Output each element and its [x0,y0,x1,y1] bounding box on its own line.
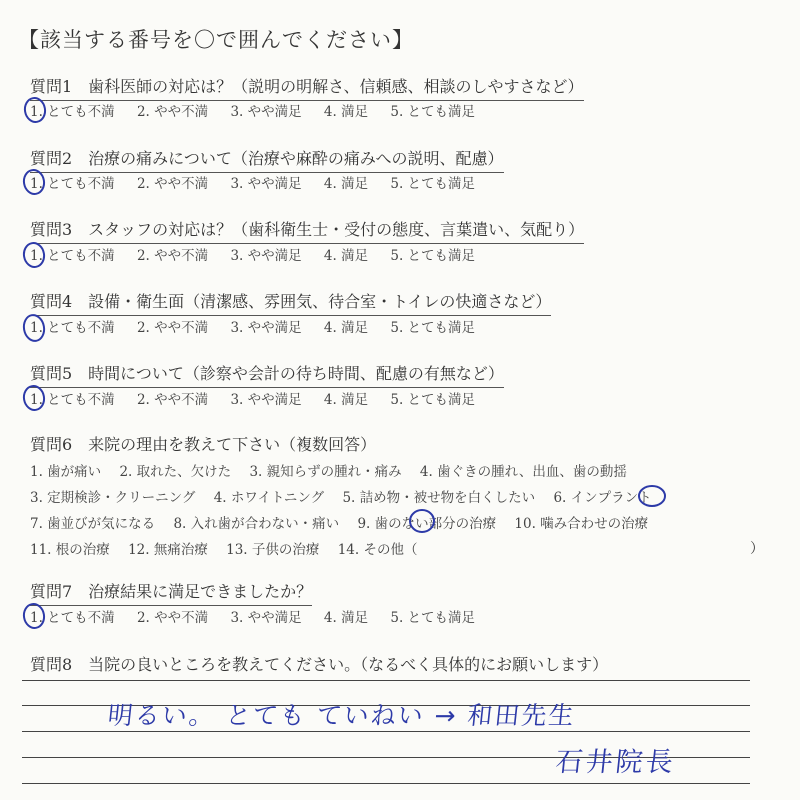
q2-option-2[interactable]: 2. やや不満 [136,176,209,192]
q5-option-1[interactable]: 1. とても不満 [30,392,115,408]
q3-option-4[interactable]: 4. 満足 [323,248,369,264]
question-1-options [30,100,493,120]
q6-option[interactable]: 2. 取れた、欠けた [119,464,232,480]
question-3-options [30,244,493,264]
q1-option-3[interactable]: 3. やや満足 [230,104,302,120]
q2-option-3[interactable]: 3. やや満足 [230,176,302,192]
q7-option-1[interactable]: 1. とても不満 [30,610,115,626]
q6-option-implant[interactable]: 6. インプラント [553,490,652,506]
question-5-title: 質問5 時間について（診察や会計の待ち時間、配慮の有無など） [30,361,504,388]
q5-option-4[interactable]: 4. 満足 [323,392,369,408]
question-2-title: 質問2 治療の痛みについて（治療や麻酔の痛みへの説明、配慮） [30,146,504,173]
q1-option-5[interactable]: 5. とても満足 [390,104,476,120]
q6-other-close-paren: ） [750,541,764,557]
q4-option-2[interactable]: 2. やや不満 [136,320,209,336]
q6-option[interactable]: 4. ホワイトニング [213,490,325,506]
question-5-options [30,388,493,408]
q6-option[interactable]: 7. 歯並びが気になる [30,516,156,532]
q6-option-missing-teeth[interactable]: 9. 歯のない部分の治療 [357,516,497,532]
q6-option[interactable]: 3. 親知らずの腫れ・痛み [249,464,402,480]
q5-option-5[interactable]: 5. とても満足 [390,392,476,408]
q4-option-1[interactable]: 1. とても不満 [30,320,115,336]
question-4-options [30,316,493,336]
q6-option[interactable]: 4. 歯ぐきの腫れ、出血、歯の動揺 [419,464,627,480]
q6-option[interactable]: 12. 無痛治療 [128,542,208,558]
question-8-title: 質問8 当院の良いところを教えてください。（なるべく具体的にお願いします） [30,655,609,674]
q2-option-4[interactable]: 4. 満足 [323,176,369,192]
question-7-options [30,606,493,626]
q3-option-5[interactable]: 5. とても満足 [390,248,476,264]
answer-line [22,783,750,784]
q4-option-3[interactable]: 3. やや満足 [230,320,302,336]
answer-line [22,757,750,758]
q7-option-5[interactable]: 5. とても満足 [390,610,476,626]
q7-option-3[interactable]: 3. やや満足 [230,610,302,626]
q2-option-5[interactable]: 5. とても満足 [390,176,476,192]
q7-option-4[interactable]: 4. 満足 [323,610,369,626]
q6-option[interactable]: 11. 根の治療 [30,542,110,558]
q6-row-2 [30,486,666,506]
form-heading: 【該当する番号を〇で囲んでください】 [18,28,414,52]
q4-option-4[interactable]: 4. 満足 [323,320,369,336]
q7-option-2[interactable]: 2. やや不満 [136,610,209,626]
q2-option-1[interactable]: 1. とても不満 [30,176,115,192]
q6-option[interactable]: 3. 定期検診・クリーニング [30,490,196,506]
q6-option[interactable]: 1. 歯が痛い [30,464,102,480]
handwritten-signature: 石井院長 [554,747,678,778]
question-4-title: 質問4 設備・衛生面（清潔感、雰囲気、待合室・トイレの快適さなど） [30,289,551,316]
q5-option-3[interactable]: 3. やや満足 [230,392,302,408]
q6-row-4 [30,538,431,558]
q6-option[interactable]: 5. 詰め物・被せ物を白くしたい [342,490,536,506]
q3-option-2[interactable]: 2. やや不満 [136,248,209,264]
answer-line [22,705,750,706]
q6-option[interactable]: 8. 入れ歯が合わない・痛い [173,516,340,532]
answer-line [22,680,750,681]
q4-option-5[interactable]: 5. とても満足 [390,320,476,336]
q6-row-3 [30,512,662,532]
question-7-title: 質問7 治療結果に満足できましたか？ [30,579,312,606]
q6-option[interactable]: 13. 子供の治療 [226,542,320,558]
q3-option-3[interactable]: 3. やや満足 [230,248,302,264]
q6-option-other[interactable]: 14. その他（ [337,542,418,558]
q1-option-4[interactable]: 4. 満足 [323,104,369,120]
question-6-title: 質問6 来院の理由を教えて下さい（複数回答） [30,435,377,454]
answer-line [22,731,750,732]
handwritten-answer: 明るい。 とても ていねい → 和田先生 [106,701,578,730]
question-3-title: 質問3 スタッフの対応は？（歯科衛生士・受付の態度、言葉遣い、気配り） [30,217,584,244]
q1-option-2[interactable]: 2. やや不満 [136,104,209,120]
q5-option-2[interactable]: 2. やや不満 [136,392,209,408]
question-2-options [30,172,493,192]
question-1-title: 質問1 歯科医師の対応は？（説明の明解さ、信頼感、相談のしやすさなど） [30,74,584,101]
q6-option[interactable]: 10. 噛み合わせの治療 [514,516,649,532]
q6-row-1 [30,460,641,480]
q3-option-1[interactable]: 1. とても不満 [30,248,115,264]
q1-option-1[interactable]: 1. とても不満 [30,104,115,120]
